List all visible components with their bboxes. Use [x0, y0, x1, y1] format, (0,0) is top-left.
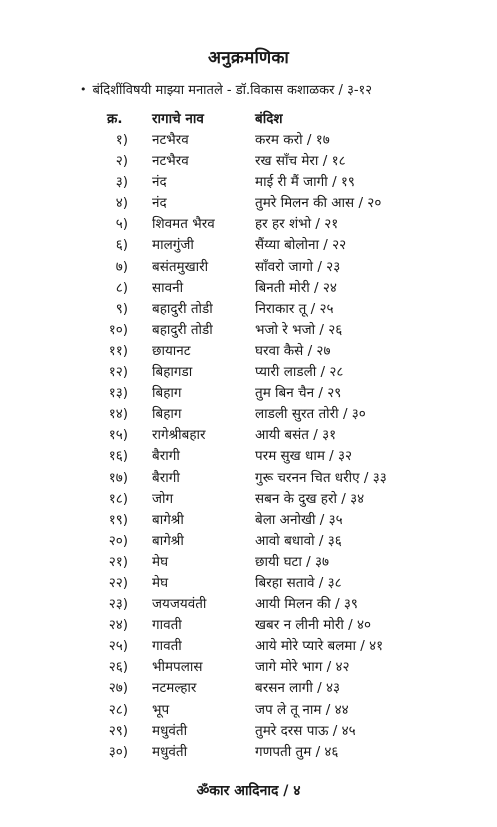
raga-name: बागेश्री	[152, 532, 184, 549]
table-row	[0, 636, 497, 657]
table-row	[0, 383, 497, 404]
bandish-title: आवो बधावो / ३६	[255, 532, 342, 549]
table-row	[0, 425, 497, 446]
table-row	[0, 235, 497, 256]
table-row	[0, 657, 497, 678]
row-number: ७)	[115, 258, 128, 275]
raga-name: जोग	[152, 490, 174, 507]
row-number: १४)	[108, 406, 128, 423]
row-number: १९)	[108, 511, 128, 528]
page-footer: ॐकार आदिनाद / ४	[196, 783, 301, 799]
bandish-title: परम सुख धाम / ३२	[255, 448, 353, 465]
raga-name: मधुवंती	[152, 722, 188, 739]
intro-line	[80, 80, 372, 98]
table-header	[0, 109, 497, 129]
raga-name: गावती	[152, 617, 182, 634]
bandish-title: जागे मोरे भाग / ४२	[255, 659, 350, 676]
page-title: अनुक्रमणिका	[208, 48, 289, 68]
row-number: २५)	[108, 638, 128, 655]
table-row	[0, 489, 497, 510]
row-number: २९)	[108, 722, 128, 739]
raga-name: बागेश्री	[152, 511, 184, 528]
bandish-title: सॉंवरो जागो / २३	[255, 258, 341, 275]
raga-name: बैरागी	[152, 469, 180, 486]
table-row	[0, 594, 497, 615]
row-number: २६)	[108, 659, 128, 676]
table-row	[0, 531, 497, 552]
bandish-title: निराकार तू / २५	[255, 300, 334, 317]
table-row	[0, 341, 497, 362]
row-number: २)	[115, 153, 128, 170]
raga-name: नटभैरव	[152, 153, 189, 170]
bandish-title: बिनती मोरी / २४	[255, 279, 337, 296]
table-row	[0, 299, 497, 320]
bandish-title: बरसन लागी / ४३	[255, 680, 341, 697]
raga-name: नंद	[152, 195, 167, 212]
row-number: १०)	[108, 321, 128, 338]
table-row	[0, 468, 497, 489]
bandish-title: माई री मैं जागी / १९	[255, 174, 355, 191]
raga-name: गावती	[152, 638, 182, 655]
raga-name: सावनी	[152, 279, 184, 296]
bandish-title: करम करो / १७	[255, 132, 330, 148]
table-row	[0, 678, 497, 699]
raga-name: रागेश्रीबहार	[152, 427, 206, 444]
row-number: २२)	[108, 574, 128, 591]
row-number: १)	[115, 132, 128, 148]
row-number: २८)	[108, 701, 128, 718]
row-number: २३)	[108, 596, 128, 613]
raga-name: शिवमत भैरव	[152, 216, 215, 233]
bandish-title: तुम बिन चैन / २९	[255, 385, 342, 402]
row-number: २०)	[108, 532, 128, 549]
table-row	[0, 320, 497, 341]
raga-name: बिहागडा	[152, 364, 193, 381]
bandish-title: गुरू चरनन चित धरीए / ३३	[255, 469, 387, 486]
header-bandish: बंदिश	[255, 111, 283, 127]
bandish-title: हर हर शंभो / २१	[255, 216, 339, 233]
bandish-title: आये मोरे प्यारे बलमा / ४१	[255, 638, 384, 655]
table-row	[0, 130, 497, 151]
row-number: २७)	[108, 680, 128, 697]
raga-name: भूप	[152, 701, 170, 718]
table-row	[0, 214, 497, 235]
raga-name: बसंतमुखारी	[152, 258, 209, 275]
index-table	[0, 130, 497, 763]
row-number: १२)	[108, 364, 128, 381]
table-row	[0, 700, 497, 721]
row-number: १३)	[108, 385, 128, 402]
intro-text: बंदिशींविषयी माझ्या मनातले - डॉ.विकास कशाळकर / ३-१२	[92, 83, 373, 98]
bandish-title: घरवा कैसे / २७	[255, 342, 331, 359]
table-row	[0, 552, 497, 573]
row-number: ५)	[115, 216, 128, 233]
table-row	[0, 193, 497, 214]
table-row	[0, 742, 497, 763]
table-row	[0, 151, 497, 172]
raga-name: बिहाग	[152, 385, 182, 402]
raga-name: मेघ	[152, 574, 169, 591]
table-row	[0, 573, 497, 594]
row-number: ९)	[115, 300, 128, 317]
bandish-title: बिरहा सतावे / ३८	[255, 574, 342, 591]
bandish-title: रख सॉंच मेरा / १८	[255, 153, 346, 170]
table-row	[0, 446, 497, 467]
bandish-title: जप ले तू नाम / ४४	[255, 701, 349, 718]
raga-name: नंद	[152, 174, 167, 191]
table-row	[0, 510, 497, 531]
row-number: ३)	[115, 174, 128, 191]
raga-name: नटभैरव	[152, 132, 189, 148]
bandish-title: खबर न लीनी मोरी / ४०	[255, 617, 372, 634]
bandish-title: आयी मिलन की / ३९	[255, 596, 358, 613]
raga-name: बैरागी	[152, 448, 180, 465]
row-number: २१)	[108, 553, 128, 570]
raga-name: जयजयवंती	[152, 596, 207, 613]
bandish-title: भजो रे भजो / २६	[255, 321, 343, 338]
table-row	[0, 278, 497, 299]
raga-name: मालगुंजी	[152, 237, 194, 254]
header-number: क्र.	[107, 111, 123, 127]
bandish-title: गणपती तुम / ४६	[255, 743, 339, 760]
bandish-title: बेला अनोखी / ३५	[255, 511, 343, 528]
row-number: २४)	[108, 617, 128, 634]
raga-name: बहादुरी तोडी	[152, 300, 213, 317]
raga-name: छायानट	[152, 342, 191, 359]
bandish-title: लाडली सुरत तोरी / ३०	[255, 406, 366, 423]
raga-name: नटमल्हार	[152, 680, 197, 697]
bullet-icon: •	[80, 83, 87, 96]
row-number: १५)	[108, 427, 128, 444]
row-number: ८)	[115, 279, 128, 296]
bandish-title: सैंय्या बोलोना / २२	[255, 237, 347, 254]
row-number: ६)	[115, 237, 128, 254]
row-number: ३०)	[108, 743, 128, 760]
table-row	[0, 721, 497, 742]
bandish-title: आयी बसंत / ३१	[255, 427, 337, 444]
bandish-title: प्यारी लाडली / २८	[255, 364, 344, 381]
table-row	[0, 257, 497, 278]
table-row	[0, 172, 497, 193]
row-number: १८)	[108, 490, 128, 507]
raga-name: बिहाग	[152, 406, 182, 423]
bandish-title: तुमरे दरस पाऊ / ४५	[255, 722, 356, 739]
row-number: ४)	[115, 195, 128, 212]
raga-name: मधुवंती	[152, 743, 188, 760]
raga-name: बहादुरी तोडी	[152, 321, 213, 338]
bandish-title: तुमरे मिलन की आस / २०	[255, 195, 382, 212]
bandish-title: छायी घटा / ३७	[255, 553, 330, 570]
table-row	[0, 615, 497, 636]
table-row	[0, 404, 497, 425]
bandish-title: सबन के दुख हरो / ३४	[255, 490, 365, 507]
raga-name: भीमपलास	[152, 659, 203, 676]
row-number: ११)	[108, 342, 128, 359]
row-number: १६)	[108, 448, 128, 465]
table-row	[0, 362, 497, 383]
row-number: १७)	[108, 469, 128, 486]
header-raga: रागाचे नाव	[152, 111, 204, 127]
raga-name: मेघ	[152, 553, 169, 570]
